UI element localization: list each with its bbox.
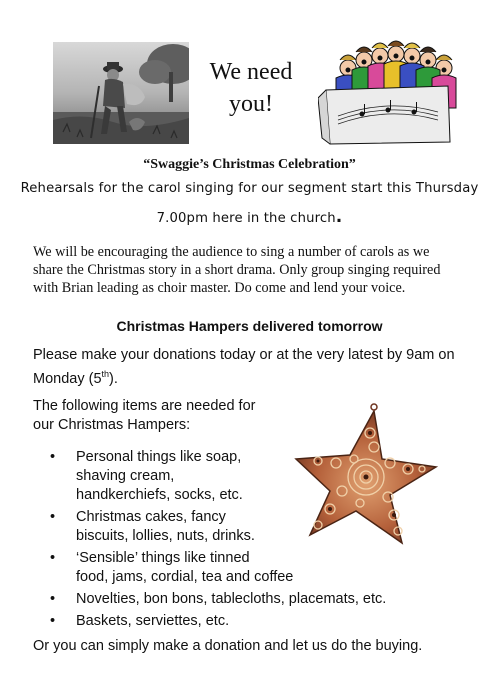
donate-sup: th	[101, 369, 110, 379]
item-line: biscuits, lollies, nuts, drinks.	[76, 528, 255, 544]
need-line-2: you!	[229, 91, 273, 117]
rehearsal-line-2	[0, 203, 499, 233]
items-intro	[33, 397, 283, 435]
item-line: Novelties, bon bons, tablecloths, placemats, etc.	[76, 591, 387, 607]
swagman-photo	[53, 42, 189, 144]
description-line-2: share the Christmas story in a short drama. Only group singing required	[33, 262, 441, 278]
rehearsal-notice	[0, 174, 499, 233]
bullet: •	[50, 591, 56, 607]
list-item	[33, 612, 453, 631]
item-line: Baskets, serviettes, etc.	[76, 613, 230, 629]
donate-line-2-post: ).	[109, 370, 118, 387]
hampers-heading: Christmas Hampers delivered tomorrow	[116, 318, 383, 334]
item-line: shaving cream,	[76, 468, 175, 484]
donation-request	[33, 346, 473, 389]
donate-line-1: Please make your donations today or at the very latest by 9am on	[33, 347, 455, 363]
item-line: handkerchiefs, socks, etc.	[76, 487, 243, 503]
bullet: •	[50, 613, 56, 629]
item-line: Christmas cakes, fancy	[76, 509, 226, 525]
bullet: •	[50, 449, 56, 465]
bullet: •	[50, 550, 56, 566]
list-item	[33, 590, 453, 609]
item-line: food, jams, cordial, tea and coffee	[76, 569, 294, 585]
donate-line-2-pre: Monday (5	[33, 370, 102, 387]
following-line-1: The following items are needed for	[33, 398, 256, 414]
star-ornament-icon	[290, 397, 440, 545]
bullet: •	[50, 509, 56, 525]
choir-cartoon-icon	[318, 38, 464, 146]
item-line: ‘Sensible’ things like tinned	[76, 550, 250, 566]
closing-line: Or you can simply make a donation and let us do the buying.	[33, 638, 423, 654]
event-title: “Swaggie’s Christmas Celebration”	[143, 157, 356, 172]
need-line-1: We need	[209, 59, 293, 85]
rehearsal-period: .	[335, 207, 343, 227]
rehearsal-line-1: Rehearsals for the carol singing for our segment start this Thursday	[20, 181, 479, 196]
list-item	[33, 549, 453, 587]
carol-description	[33, 243, 473, 297]
following-line-2: our Christmas Hampers:	[33, 417, 191, 433]
item-line: Personal things like soap,	[76, 449, 242, 465]
we-need-you-heading	[196, 56, 306, 120]
donate-line-2	[33, 365, 473, 389]
description-line-1: We will be encouraging the audience to sing a number of carols as we	[33, 244, 430, 260]
description-line-3: with Brian leading as choir master. Do come and lend your voice.	[33, 280, 406, 296]
rehearsal-time-text: 7.00pm here in the church	[156, 211, 336, 226]
